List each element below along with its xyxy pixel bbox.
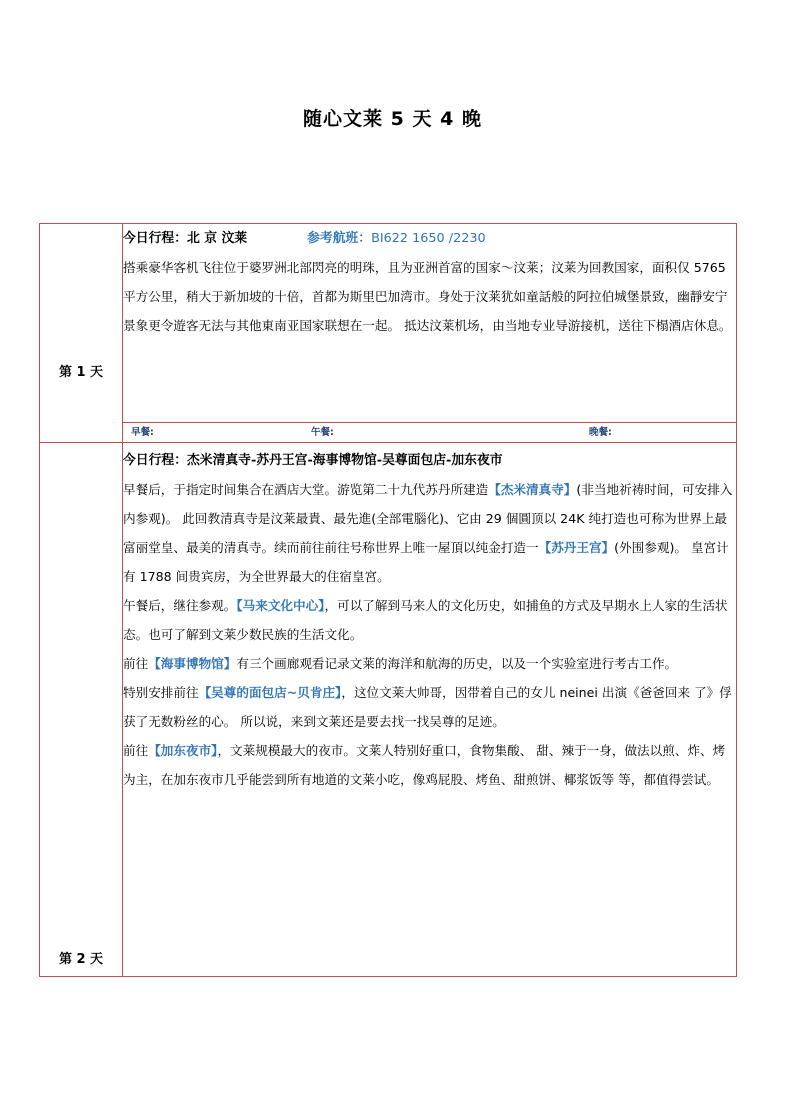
text: 早餐后，于指定时间集合在酒店大堂。游览第二十九代苏丹所建造 — [123, 482, 489, 497]
day-2-paragraph-4 — [123, 678, 736, 736]
highlight-sultan-palace: 【苏丹王宫】 — [538, 540, 615, 555]
day-1-description: 搭乘豪华客机飞往位于婆罗洲北部閃亮的明珠，且为亚洲首富的国家～汶莱；汶莱为回教国家，面积仅 5765 平方公里，稍大于新加坡的十倍，首都为斯里巴加湾市。身处于汶莱犹如童話般的阿拉伯城堡景致，幽靜安宁景象更令遊客无法与其他東南亚国家联想在一起。 抵达汶莱机场，由当地专业导游接机，送往下榻酒店休息。 — [123, 260, 732, 333]
day-1-label: 第 1 天 — [58, 365, 104, 380]
highlight-jame-mosque: 【杰米清真寺】 — [488, 482, 577, 497]
dinner-label: 晚餐: — [589, 427, 612, 438]
text: 有三个画廊观看记录文莱的海洋和航海的历史，以及一个实验室进行考古工作。 — [236, 656, 678, 671]
day-1-itinerary-line — [123, 224, 736, 253]
highlight-maritime-museum: 【海事博物馆】 — [148, 656, 237, 671]
day-1-meals — [123, 423, 736, 442]
itinerary-table — [39, 223, 737, 977]
day-1-content — [123, 224, 737, 423]
page-title: 随心文莱 5 天 4 晚 — [303, 108, 482, 130]
lunch-label: 午餐: — [311, 427, 334, 438]
day-2-content — [123, 443, 737, 977]
day-1-meals-row — [40, 423, 737, 443]
text: (外围参观)。 皇宮计有 1788 间贵宾房，为全世界最大的住宿皇宮。 — [123, 540, 729, 584]
highlight-bakery: 【吴尊的面包店~贝肯庄】 — [198, 685, 342, 700]
text: ，可以了解到马来人的文化历史，如捕鱼的方式及早期水上人家的生活状态。也可了解到文莱少数民族的生活文化。 — [123, 598, 728, 642]
day-2-paragraph-2 — [123, 591, 736, 649]
day-1-meals-cell — [123, 423, 737, 443]
day-1-row — [40, 224, 737, 423]
day-2-itinerary: 今日行程：杰米清真寺-苏丹王宫-海事博物馆-吴尊面包店-加东夜市 — [123, 453, 503, 468]
highlight-night-market: 【加东夜市】 — [148, 743, 218, 758]
text: ，这位文莱大帅哥，因带着自己的女儿 neinei 出演《爸爸回来 了》俘获了无数粉丝的心。 所以说，来到文莱还是要去找一找吴尊的足迹。 — [123, 685, 732, 729]
breakfast-label: 早餐: — [131, 427, 154, 438]
highlight-malay-culture-center: 【马来文化中心】 — [236, 598, 325, 613]
text: 午餐后，继往参观。 — [123, 598, 237, 613]
day-1-label-cell — [40, 224, 123, 443]
day-1-itinerary: 今日行程：北 京 汶莱 — [123, 231, 248, 246]
day-2-paragraph-5 — [123, 736, 736, 794]
text: (非当地祈祷时间，可安排入内参观)。 此回教清真寺是汶莱最貴、最先進(全部電腦化)、它由 29 個圓顶以 24K 纯打造也可称为世界上最富丽堂皇、最美的清真寺。续而前往前往号称世界上唯一屋頂以纯金打造一 — [123, 482, 733, 555]
text: 特别安排前往 — [123, 685, 199, 700]
day-2-label: 第 2 天 — [58, 952, 104, 967]
day-1-flight-label: 参考航班： — [307, 231, 372, 246]
day-2-paragraph-3 — [123, 649, 736, 678]
day-2-row — [40, 443, 737, 977]
text: 前往 — [123, 743, 149, 758]
day-2-label-cell — [40, 443, 123, 977]
text: ，文莱规模最大的夜市。文莱人特别好重口，食物集酸、 甜、辣于一身，做法以煎、炸、烤为主，在加东夜市几乎能尝到所有地道的文莱小吃，像鸡屁股、烤鱼、甜煎饼、椰浆饭等 等，都值得尝试。 — [123, 743, 726, 787]
day-1-flight-value: BI622 1650 /2230 — [371, 231, 486, 246]
text: 前往 — [123, 656, 149, 671]
day-2-paragraph-1 — [123, 475, 736, 591]
